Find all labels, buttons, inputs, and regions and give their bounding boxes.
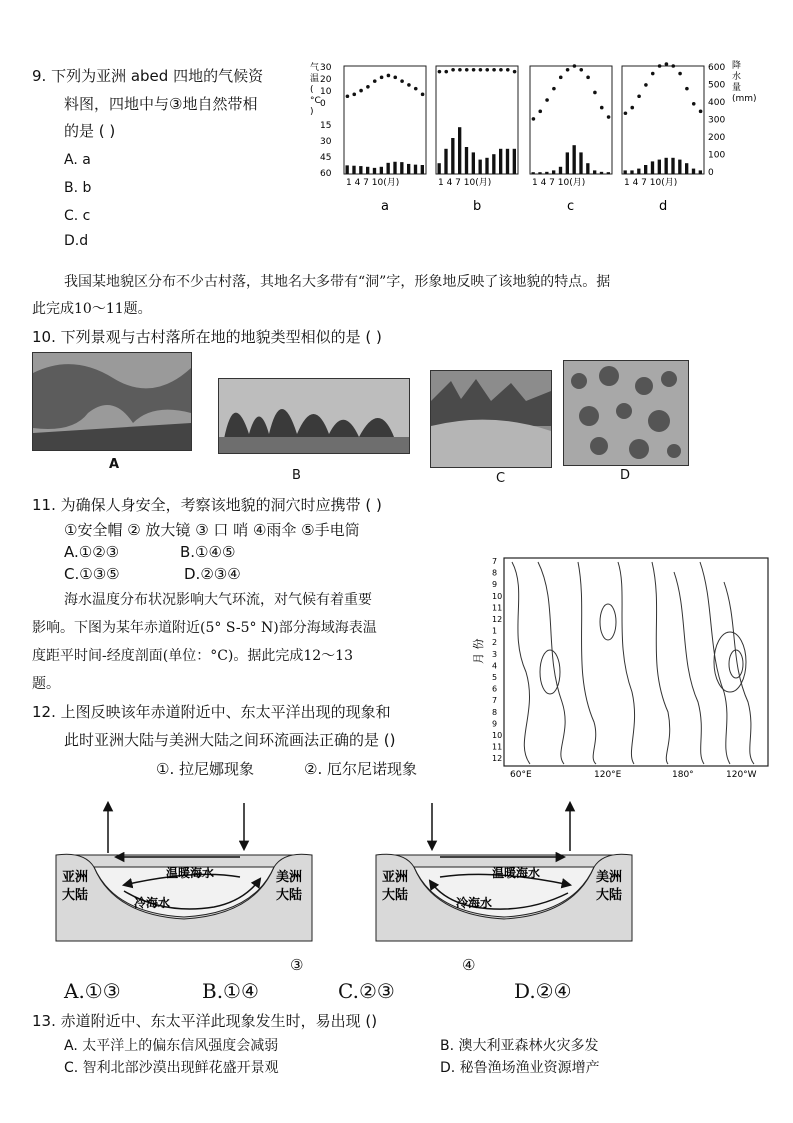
precip-bar [400, 162, 403, 174]
temp-point [593, 91, 597, 95]
temp-tick: 45 [320, 153, 332, 163]
temp-point [366, 85, 370, 89]
temp-point [671, 64, 675, 68]
svg-text:大陆: 大陆 [62, 888, 89, 903]
precip-bar [465, 147, 468, 174]
q11-option-d[interactable]: D.②③④ [184, 565, 241, 583]
temp-point [607, 115, 611, 119]
america-label: 美洲 [596, 870, 623, 885]
temp-tick: 0 [320, 99, 326, 109]
precip-bar [644, 165, 647, 174]
temp-point [692, 102, 696, 106]
precip-bar [492, 154, 495, 174]
precip-bar [538, 172, 541, 174]
precip-bar [346, 165, 349, 174]
temp-point [380, 76, 384, 80]
temp-point [359, 89, 363, 93]
temp-point [472, 68, 476, 72]
precip-bar [573, 145, 576, 174]
q9-option-a[interactable]: A. a [64, 152, 91, 168]
month-ticks: 1 4 7 10(月) [346, 178, 400, 188]
precip-bar [393, 162, 396, 174]
panel-label: a [381, 199, 389, 214]
month-tick: 11 [492, 742, 503, 752]
precip-bar [499, 149, 502, 174]
precip-tick: 400 [708, 98, 726, 108]
temp-point [352, 93, 356, 97]
q11-option-b[interactable]: B.①④⑤ [180, 543, 236, 561]
precip-bar [513, 149, 516, 174]
q9-line-3: 的是 ( ) [64, 122, 116, 140]
precip-bar [586, 163, 589, 174]
temp-point [678, 72, 682, 76]
photo-caption-d: D [620, 468, 631, 483]
q9-option-d[interactable]: D.d [64, 233, 89, 249]
month-tick: 1 [492, 626, 498, 636]
precip-bar [532, 172, 535, 174]
temp-point [538, 110, 542, 114]
longitude-tick: 180° [672, 770, 694, 780]
photo-caption-b: B [292, 468, 301, 483]
month-tick: 7 [492, 557, 498, 566]
temp-point [492, 68, 496, 72]
precip-unit-char: 水 [732, 72, 742, 82]
q9-option-c[interactable]: C. c [64, 208, 91, 224]
temp-unit-char: ( [310, 85, 314, 95]
photo-caption-c: C [496, 471, 506, 486]
diagram-number-3: ③ [290, 956, 304, 974]
temp-point [465, 68, 469, 72]
month-tick: 5 [492, 673, 498, 682]
precip-bar [624, 170, 627, 174]
precip-bar [438, 163, 441, 174]
climate-panel-d [622, 62, 704, 214]
precip-bar [671, 158, 674, 174]
sst-anomaly-contour-chart [468, 552, 778, 784]
month-tick: 6 [492, 684, 498, 694]
intro1-line-2: 此完成10～11题。 [32, 301, 152, 317]
temp-tick: 30 [320, 63, 332, 73]
q13-text: 13. 赤道附近中、东太平洋此现象发生时，易出现 () [32, 1012, 378, 1030]
precip-tick: 500 [708, 80, 726, 91]
temp-point [506, 68, 510, 72]
temp-point [373, 79, 377, 83]
precip-bar [352, 166, 355, 174]
precip-bar [479, 160, 482, 174]
cold-water-label: 冷海水 [456, 896, 493, 910]
phenomenon-la-nina: ①. 拉尼娜现象 [156, 760, 254, 778]
temp-tick: 30 [320, 137, 332, 147]
temp-point [600, 106, 604, 110]
america-label: 美洲 [276, 870, 303, 885]
panel-label: b [473, 199, 482, 214]
temp-point [579, 68, 583, 72]
month-tick: 8 [492, 568, 498, 578]
precip-tick: 600 [708, 63, 726, 73]
month-tick: 12 [492, 615, 503, 624]
temp-point [552, 87, 556, 91]
q11-option-a[interactable]: A.①②③ [64, 543, 120, 561]
temp-point [458, 68, 462, 72]
precip-bar [665, 158, 668, 174]
longitude-tick: 120°W [726, 770, 757, 780]
precip-bar [600, 172, 603, 174]
precip-bar [472, 152, 475, 174]
temp-point [414, 87, 418, 91]
temp-point [393, 76, 397, 80]
q12-option-b[interactable]: B.①④ [202, 979, 259, 1003]
svg-text:大陆: 大陆 [596, 888, 623, 903]
precip-bar [637, 169, 640, 174]
svg-text:大陆: 大陆 [382, 888, 409, 903]
panel-label: c [567, 199, 575, 214]
q9-line-2: 料图，四地中与③地自然带相 [64, 95, 258, 113]
temp-point [479, 68, 483, 72]
climate-panel-a [344, 66, 426, 214]
temp-point [513, 70, 517, 74]
precip-bar [559, 167, 562, 174]
precip-bar [630, 170, 633, 174]
month-ticks: 1 4 7 10(月) [532, 178, 586, 188]
precip-bar [566, 152, 569, 174]
q11-text: 11. 为确保人身安全，考察该地貌的洞穴时应携带 ( ) [32, 496, 382, 514]
precip-bar [444, 149, 447, 174]
q12-option-c[interactable]: C.②③ [338, 979, 395, 1003]
temp-point [400, 79, 404, 83]
month-tick: 8 [492, 707, 498, 717]
precip-bar [387, 163, 390, 174]
temp-point [573, 64, 577, 68]
precip-unit-label [732, 59, 757, 104]
phenomenon-el-nino: ②. 厄尔尼诺现象 [304, 760, 417, 778]
month-tick: 9 [492, 580, 498, 590]
circulation-diagram-4[interactable] [374, 795, 636, 943]
precip-bar [380, 167, 383, 174]
q12-line-1: 12. 上图反映该年赤道附近中、东太平洋出现的现象和 [32, 703, 391, 721]
q12-line-2: 此时亚洲大陆与美洲大陆之间环流画法正确的是 () [64, 731, 396, 749]
photo-caption-a: A [109, 457, 120, 472]
precip-bar [579, 152, 582, 174]
precip-bar [366, 167, 369, 174]
temp-point [566, 68, 570, 72]
q12-option-d[interactable]: D.②④ [514, 979, 572, 1003]
precip-bar [485, 158, 488, 174]
temp-point [438, 70, 442, 74]
temp-point [658, 64, 662, 68]
precip-unit-char: 量 [732, 83, 742, 93]
contour-frame [504, 558, 768, 766]
temp-point [485, 68, 489, 72]
panel-frame [436, 66, 518, 174]
temp-point [651, 72, 655, 76]
temp-point [624, 111, 628, 115]
precip-tick: 300 [708, 115, 726, 126]
precip-axis-ticks [708, 63, 725, 178]
month-tick: 11 [492, 603, 503, 613]
q13-option-a[interactable]: A. 太平洋上的偏东信风强度会减弱 [64, 1038, 279, 1054]
precip-bar [593, 170, 596, 174]
precip-unit-char: (mm) [732, 94, 757, 104]
diagram-number-4: ④ [462, 956, 476, 974]
precip-bar [699, 170, 702, 174]
temp-axis-ticks [320, 63, 332, 179]
precip-bar [373, 168, 376, 174]
contour-y-label: 月 份 [472, 638, 485, 664]
month-tick: 12 [492, 754, 503, 764]
intro1-line-1: 我国某地貌区分布不少古村落，其地名大多带有“洞”字，形象地反映了该地貌的特点。据 [64, 274, 611, 290]
temp-point [559, 76, 563, 80]
q12-option-a[interactable]: A.①③ [64, 979, 121, 1003]
landscape-photo-b[interactable] [218, 378, 410, 454]
intro2-line-4: 题。 [32, 676, 60, 692]
landscape-photo-a[interactable] [32, 352, 192, 451]
precip-bar [414, 165, 417, 174]
precip-bar [658, 160, 661, 174]
temp-point [499, 68, 503, 72]
temp-tick: 10 [320, 87, 332, 97]
temp-point [407, 83, 411, 87]
intro2-line-3: 度距平时间-经度剖面(单位：°C)。据此完成12～13 [32, 648, 353, 664]
temp-unit-char: 温 [310, 74, 320, 84]
intro2-line-1: 海水温度分布状况影响大气环流，对气候有着重要 [64, 592, 372, 608]
warm-water-label: 温暖海水 [492, 866, 541, 880]
month-tick: 3 [492, 649, 498, 659]
climate-panel-c [530, 64, 612, 214]
q11-option-c[interactable]: C.①③⑤ [64, 565, 120, 583]
month-tick: 9 [492, 719, 498, 729]
precip-bar [651, 161, 654, 174]
month-tick: 10 [492, 591, 503, 601]
asia-label: 亚洲 [382, 870, 409, 885]
temp-point [665, 62, 669, 66]
temp-point [451, 68, 455, 72]
landscape-photo-d[interactable] [563, 360, 689, 466]
temp-point [586, 76, 590, 80]
temp-tick: 15 [320, 121, 332, 131]
precip-unit-char: 降 [732, 61, 742, 71]
temp-point [532, 117, 536, 121]
temp-unit-char: °C [310, 96, 321, 106]
temp-tick: 60 [320, 169, 332, 179]
q13-option-d[interactable]: D. 秘鲁渔场渔业资源增产 [440, 1060, 600, 1076]
climate-panel-b [436, 66, 518, 214]
precip-bar [552, 170, 555, 174]
intro2-line-2: 影响。下图为某年赤道附近(5° S-5° N)部分海域海表温 [32, 620, 377, 636]
temp-point [387, 74, 391, 78]
temp-point [644, 83, 648, 87]
month-tick: 2 [492, 638, 498, 648]
precip-bar [678, 160, 681, 174]
precip-bar [607, 172, 610, 174]
q11-items: ①安全帽 ② 放大镜 ③ 口 哨 ④雨伞 ⑤手电筒 [64, 521, 360, 539]
panel-frame [530, 66, 612, 174]
q9-option-b[interactable]: B. b [64, 180, 92, 196]
svg-text:大陆: 大陆 [276, 888, 303, 903]
temp-point [637, 94, 641, 98]
temp-point [421, 93, 425, 97]
q10-text: 10. 下列景观与古村落所在地的地貌类型相似的是 ( ) [32, 328, 382, 346]
precip-bar [685, 163, 688, 174]
precip-bar [407, 164, 410, 174]
asia-label: 亚洲 [62, 870, 89, 885]
longitude-tick: 60°E [510, 770, 532, 780]
panel-label: d [659, 199, 668, 214]
circulation-diagram-3[interactable] [54, 795, 314, 943]
precip-bar [506, 149, 509, 174]
precip-bar [692, 169, 695, 174]
panel-frame [344, 66, 426, 174]
warm-water-label: 温暖海水 [166, 866, 215, 880]
temp-point [685, 87, 689, 91]
precip-bar [458, 127, 461, 174]
precip-tick: 0 [708, 168, 714, 178]
landscape-photo-c[interactable] [430, 370, 552, 468]
q13-option-b[interactable]: B. 澳大利亚森林火灾多发 [440, 1038, 599, 1054]
precip-bar [359, 166, 362, 174]
precip-bar [421, 165, 424, 174]
temp-point [444, 70, 448, 74]
month-tick: 7 [492, 696, 498, 706]
precip-bar [451, 138, 454, 174]
precip-bar [545, 172, 548, 174]
temp-point [630, 106, 634, 110]
cold-water-label: 冷海水 [134, 896, 171, 910]
month-ticks: 1 4 7 10(月) [624, 178, 678, 188]
panel-frame [622, 66, 704, 174]
q13-option-c[interactable]: C. 智利北部沙漠出现鲜花盛开景观 [64, 1060, 279, 1076]
precip-tick: 100 [708, 150, 726, 161]
temp-unit-char: 气 [310, 63, 320, 73]
temp-point [346, 94, 350, 98]
precip-tick: 200 [708, 133, 726, 143]
temp-unit-char: ) [310, 107, 314, 117]
temp-point [545, 98, 549, 102]
month-tick: 10 [492, 731, 503, 740]
q9-line-1: 9. 下列为亚洲 abed 四地的气候资 [32, 67, 264, 85]
month-ticks: 1 4 7 10(月) [438, 178, 492, 188]
temp-point [699, 110, 703, 114]
month-tick: 4 [492, 661, 498, 671]
temp-tick: 20 [320, 75, 332, 85]
longitude-tick: 120°E [594, 770, 622, 780]
climate-chart [308, 56, 763, 221]
